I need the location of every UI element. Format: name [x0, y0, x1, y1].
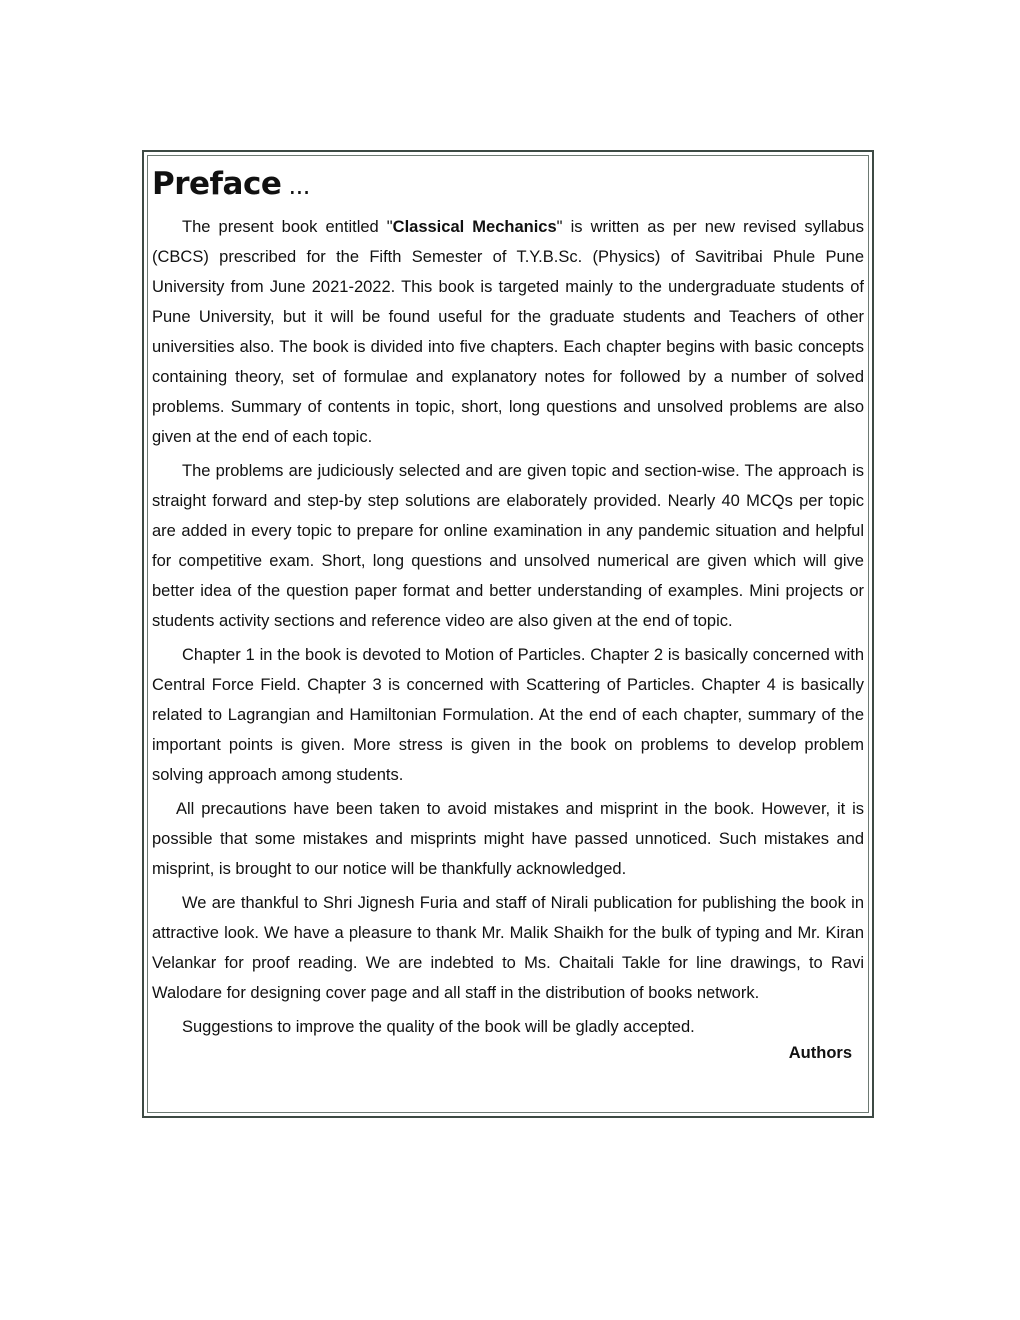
paragraph-suggestions: Suggestions to improve the quality of the book will be gladly accepted.	[182, 1018, 695, 1036]
preface-content	[147, 155, 869, 1113]
paragraph-precautions: All precautions have been taken to avoid mistakes and misprint in the book. However, it is possible that some mistakes and misprints might have passed unnoticed. Such mistakes and misprint, is brought to our notice will be thankfully acknowledged.	[152, 800, 864, 878]
paragraph-acknowledgements: We are thankful to Shri Jignesh Furia and staff of Nirali publication for publishing the book in attractive look. We have a pleasure to thank Mr. Malik Shaikh for the bulk of typing and Mr. Kiran Velankar for proof reading. We are indebted to Ms. Chaitali Takle for line drawings, to Ravi Walodare for designing cover page and all staff in the distribution of books network.	[152, 894, 864, 1002]
title-text: Preface	[152, 166, 282, 202]
title-ellipsis: ...	[281, 172, 310, 200]
paragraph-intro-rest: " is written as per new revised syllabus (CBCS) prescribed for the Fifth Semester of T.Y.B.Sc. (Physics) of Savitribai Phule Pune University from June 2021-2022. This book is targeted mainly to the undergraduate students of Pune University, but it will be found useful for the graduate students and Teachers of other universities also. The book is divided into five chapters. Each chapter begins with basic concepts containing theory, set of formulae and explanatory notes for followed by a number of solved problems. Summary of contents in topic, short, long questions and unsolved problems are also given at the end of each topic.	[152, 218, 864, 446]
paragraph-intro-start: The present book entitled "	[182, 218, 393, 236]
authors-signature: Authors	[788, 1044, 852, 1062]
paragraph-problems: The problems are judiciously selected and are given topic and section-wise. The approach is straight forward and step-by step solutions are elaborately provided. Nearly 40 MCQs per topic are added in every topic to prepare for online examination in any pandemic situation and helpful for competitive exam. Short, long questions and unsolved numerical are given which will give better idea of the question paper format and better understanding of examples. Mini projects or students activity sections and reference video are also given at the end of topic.	[152, 462, 864, 630]
paragraph-chapters: Chapter 1 in the book is devoted to Motion of Particles. Chapter 2 is basically concerned with Central Force Field. Chapter 3 is concerned with Scattering of Particles. Chapter 4 is basically related to Lagrangian and Hamiltonian Formulation. At the end of each chapter, summary of the important points is given. More stress is given in the book on problems to develop problem solving approach among students.	[152, 646, 864, 784]
book-title: Classical Mechanics	[392, 218, 557, 236]
paragraph-intro	[152, 212, 864, 452]
preface-frame	[142, 150, 874, 1118]
page-title	[152, 164, 864, 206]
